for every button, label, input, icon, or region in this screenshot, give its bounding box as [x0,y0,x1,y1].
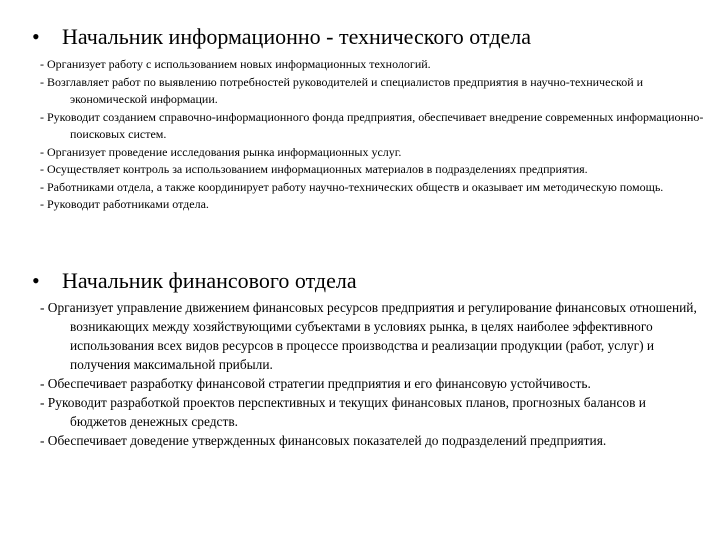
section-heading-it-department [32,24,531,50]
section-title: Начальник финансового отдела [62,268,357,293]
list-item: - Организует управление движением финансовых ресурсов предприятия и регулирование финансовых отношений, возникающих между хозяйствующими субъектами в условиях рынка, в целях наиболее эффективного использования всех видов ресурсов в процессе производства и реализации продукции (работ, услуг) и получения максимальной прибыли. [40,300,697,372]
section-heading-finance-department [32,268,357,294]
it-department-duties-list [40,56,704,214]
list-item: - Организует проведение исследования рынка информационных услуг. [40,144,402,159]
list-item: - Организует работу с использованием новых информационных технологий. [40,57,431,71]
list-item: - Руководит созданием справочно-информационного фонда предприятия, обеспечивает внедрение современных информационно-поисковых систем. [40,109,704,141]
list-item: - Обеспечивает разработку финансовой стратегии предприятия и его финансовую устойчивость. [40,376,591,391]
list-item: - Руководит разработкой проектов перспективных и текущих финансовых планов, прогнозных балансов и бюджетов денежных средств. [40,395,646,429]
bullet-icon: • [32,268,40,293]
finance-department-duties-list [40,298,704,450]
bullet-icon: • [32,24,40,49]
list-item: - Работниками отдела, а также координирует работу научно-технических обществ и оказывает им методическую помощь. [40,179,664,194]
list-item: - Обеспечивает доведение утвержденных финансовых показателей до подразделений предприятия. [40,433,607,448]
list-item: - Осуществляет контроль за использованием информационных материалов в подразделениях предприятия. [40,162,588,176]
list-item: - Возглавляет работ по выявлению потребностей руководителей и специалистов предприятия в научно-технической и экономической информации. [40,74,644,106]
list-item: - Руководит работниками отдела. [40,197,209,211]
section-title: Начальник информационно - технического отдела [62,24,532,49]
